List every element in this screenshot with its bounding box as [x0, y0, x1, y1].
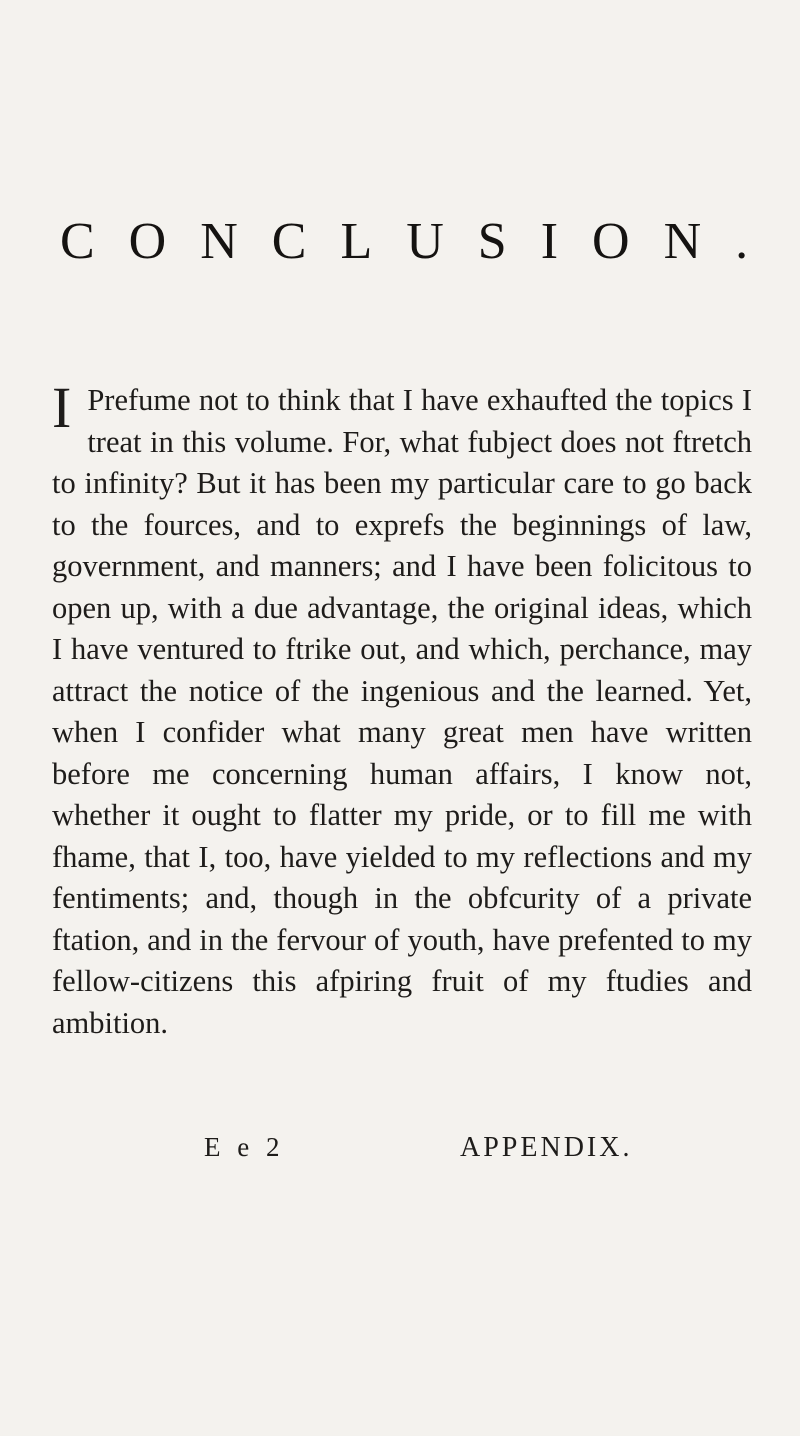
paragraph-text: Prefume not to think that I have exhaufted the topics I treat in this volume. For, what fubject does not ftretch to infinity? But it has been my particular care to go back to the fources, and to exprefs the beginnings of law, government, and manners; and I have been folicitous to open up, with a due advantage, the original ideas, which I have ventured to ftrike out, and which, perchance, may attract the notice of the ingenious and the learned. Yet, when I confider what many great men have written before me concerning human affairs, I know not, whether it ought to flatter my pride, or to fill me with fhame, that I, too, have yielded to my reflections and my fentiments; and, though in the obfcurity of a private ftation, and in the fervour of youth, have prefented to my fellow-citizens this afpiring fruit of my ftudies and ambition.: [52, 383, 752, 1040]
drop-cap: I: [52, 375, 72, 440]
body-paragraph: [52, 375, 752, 1044]
page-footer: [0, 1132, 800, 1182]
catchword: APPENDIX.: [460, 1132, 633, 1163]
chapter-heading: CONCLUSION.: [60, 213, 783, 270]
signature-mark: E e 2: [204, 1132, 285, 1162]
